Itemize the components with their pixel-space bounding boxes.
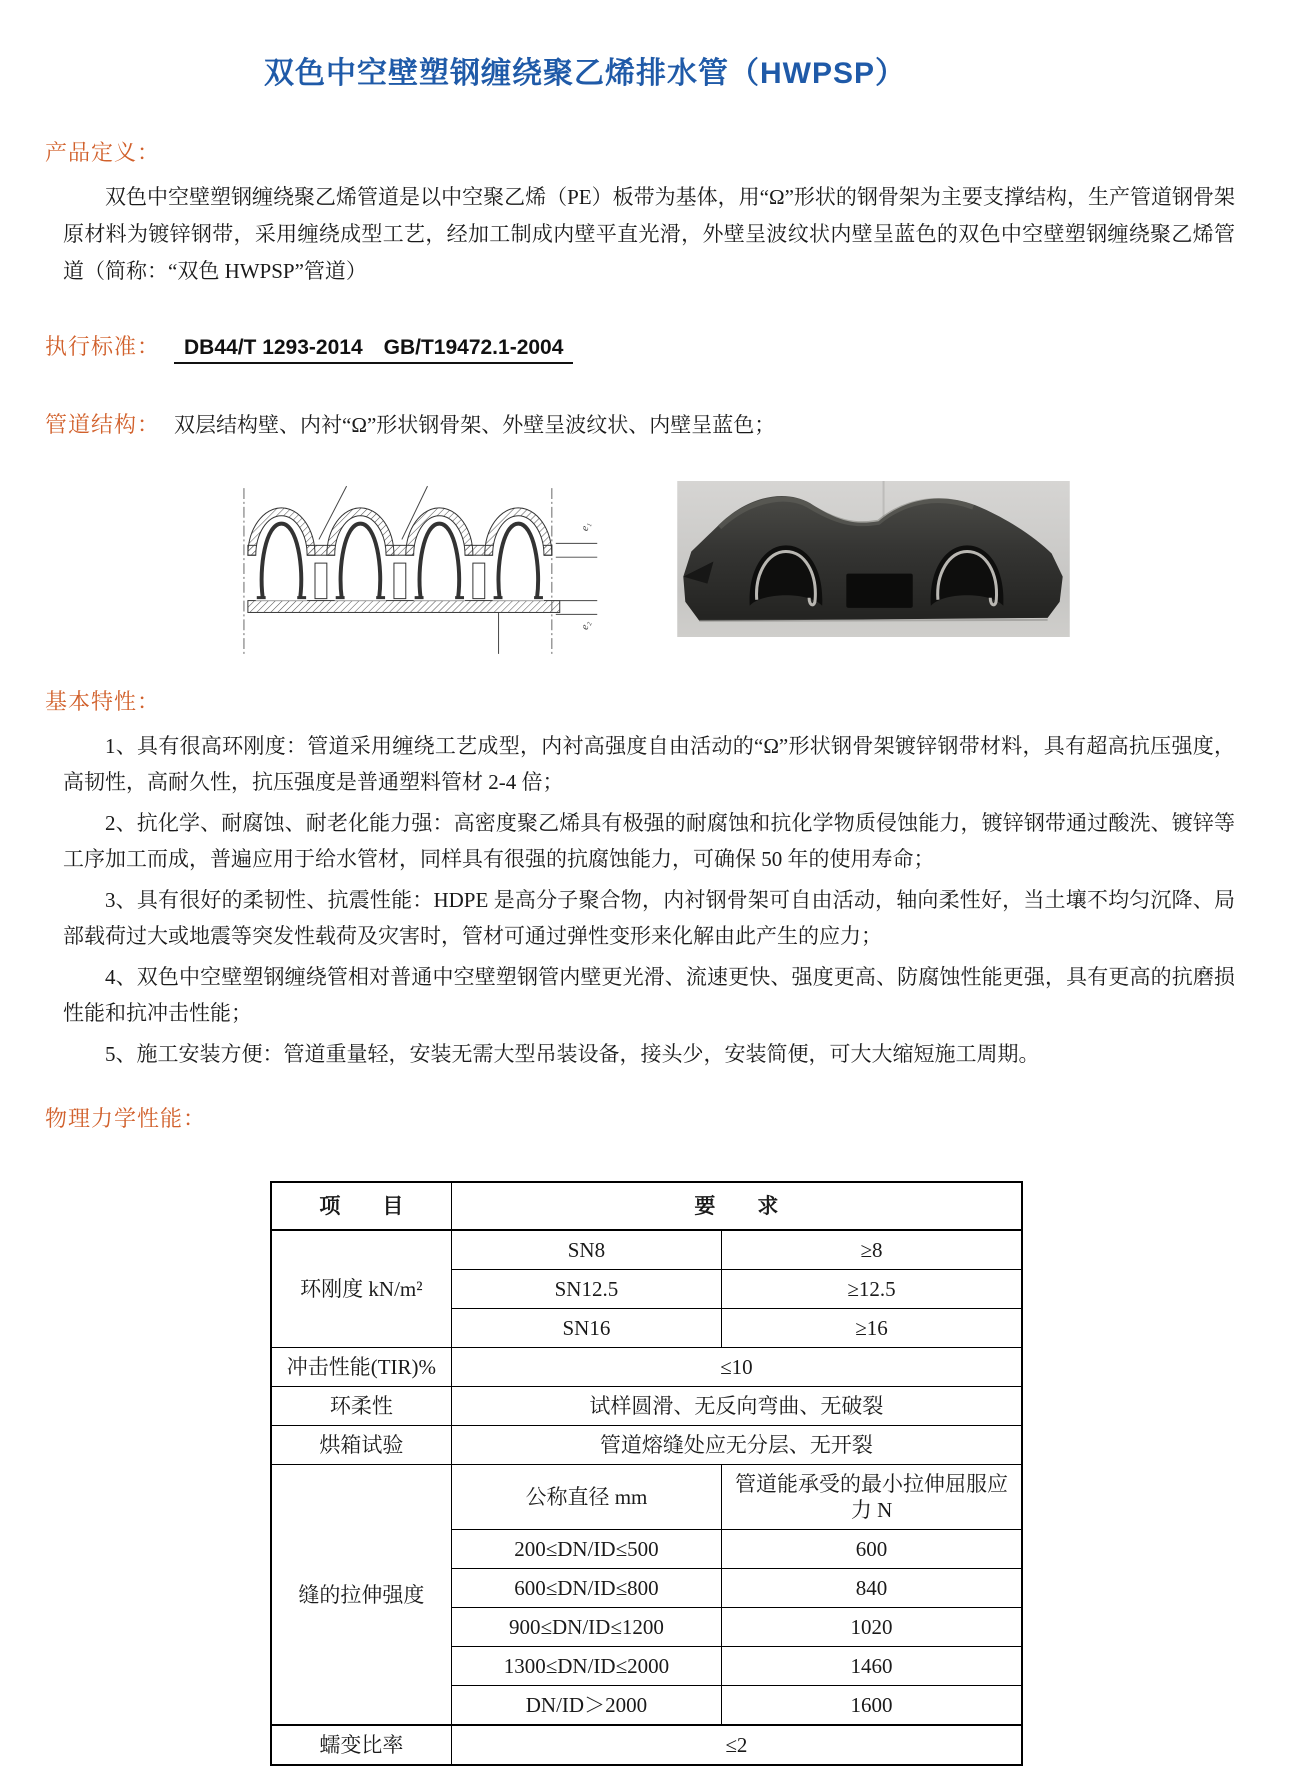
cell-seam-tensile-label: 缝的拉伸强度	[271, 1465, 451, 1726]
pipe-cross-section-drawing	[240, 481, 615, 661]
physical-properties-table	[270, 1181, 1023, 1766]
dimension-ticks	[556, 543, 597, 614]
cell-impact-label: 冲击性能(TIR)%	[271, 1348, 451, 1387]
standard-heading: 执行标准：	[45, 334, 161, 359]
dim-label-e2: e₂	[578, 619, 593, 631]
table-cell: 840	[722, 1569, 1022, 1608]
feature-item-5: 5、施工安装方便：管道重量轻，安装无需大型吊装设备，接头少，安装简便，可大大缩短施工周期。	[105, 1042, 1040, 1066]
pipe-cross-section-photo	[677, 481, 1070, 637]
structure-heading: 管道结构：	[45, 412, 161, 437]
cell-ring-flex-label: 环柔性	[271, 1387, 451, 1426]
definition-body: 双色中空壁塑钢缠绕聚乙烯管道是以中空聚乙烯（PE）板带为基体，用“Ω”形状的钢骨架为主要支撑结构，生产管道钢骨架原材料为镀锌钢带，采用缠绕成型工艺，经加工制成内壁平直光滑，外壁呈波纹状内壁呈蓝色的双色中空壁塑钢缠绕聚乙烯管道（简称：“双色 HWPSP”管道）	[63, 185, 1235, 283]
section-standard	[45, 330, 1245, 364]
table-cell: ≤10	[451, 1348, 1022, 1387]
center-hollow	[846, 574, 912, 608]
physical-heading: 物理力学性能：	[45, 1106, 207, 1131]
cell-ring-stiffness-label: 环刚度 kN/m²	[271, 1230, 451, 1348]
table-cell: 管道能承受的最小拉伸屈服应力 N	[722, 1465, 1022, 1530]
table-row	[271, 1348, 1022, 1387]
page-title: 双色中空壁塑钢缠绕聚乙烯排水管（HWPSP）	[263, 57, 906, 90]
table-cell: ≥8	[722, 1230, 1022, 1270]
table-cell: 600≤DN/ID≤800	[451, 1569, 721, 1608]
feature-item-1: 1、具有很高环刚度：管道采用缠绕工艺成型，内衬高强度自由活动的“Ω”形状钢骨架镀锌钢带材料，具有超高抗压强度，高韧性，高耐久性，抗压强度是普通塑料管材 2-4 倍；	[63, 734, 1235, 794]
cell-oven-test-label: 烘箱试验	[271, 1426, 451, 1465]
feature-item-3: 3、具有很好的柔韧性、抗震性能：HDPE 是高分子聚合物，内衬钢骨架可自由活动，轴向柔性好，当土壤不均匀沉降、局部载荷过大或地震等突发性载荷及灾害时，管材可通过弹性变形来化解由此产生的应力；	[63, 888, 1235, 948]
feature-item-4: 4、双色中空壁塑钢缠绕管相对普通中空壁塑钢管内壁更光滑、流速更快、强度更高、防腐蚀性能更强，具有更高的抗磨损性能和抗冲击性能；	[63, 965, 1235, 1025]
table-cell: SN12.5	[451, 1270, 721, 1309]
standard-value: DB44/T 1293-2014 GB/T19472.1-2004	[174, 331, 573, 364]
table-cell: 600	[722, 1530, 1022, 1569]
table-cell: 管道熔缝处应无分层、无开裂	[451, 1426, 1022, 1465]
feature-item-2: 2、抗化学、耐腐蚀、耐老化能力强：高密度聚乙烯具有极强的耐腐蚀和抗化学物质侵蚀能力，镀锌钢带通过酸洗、镀锌等工序加工而成，普遍应用于给水管材，同样具有很强的抗腐蚀能力，可确保 50 年的使用寿命；	[63, 811, 1235, 871]
table-cell: SN16	[451, 1309, 721, 1348]
structure-value: 双层结构壁、内衬“Ω”形状钢骨架、外壁呈波纹状、内壁呈蓝色；	[174, 413, 776, 437]
document-page	[0, 48, 1300, 1770]
table-row	[271, 1725, 1022, 1765]
table-cell: 1020	[722, 1608, 1022, 1647]
table-cell: 1600	[722, 1686, 1022, 1726]
contact-shadow	[699, 620, 1047, 621]
table-cell: ≥16	[722, 1309, 1022, 1348]
features-heading: 基本特性：	[45, 689, 161, 714]
table-row	[271, 1465, 1022, 1530]
table-row	[271, 1230, 1022, 1270]
inner-wall-slab	[248, 601, 560, 613]
table-cell: 900≤DN/ID≤1200	[451, 1608, 721, 1647]
section-features	[45, 685, 1245, 1072]
figures-row	[240, 481, 1245, 661]
section-definition	[45, 136, 1245, 290]
table-row	[271, 1387, 1022, 1426]
features-list	[45, 728, 1245, 1072]
table-cell: 试样圆滑、无反向弯曲、无破裂	[451, 1387, 1022, 1426]
table-header-row	[271, 1182, 1022, 1230]
table-cell: ≥12.5	[722, 1270, 1022, 1309]
cell-creep-label: 蠕变比率	[271, 1725, 451, 1765]
table-cell: 200≤DN/ID≤500	[451, 1530, 721, 1569]
section-physical	[45, 1102, 1245, 1133]
table-row	[271, 1426, 1022, 1465]
table-cell: 公称直径 mm	[451, 1465, 721, 1530]
section-structure	[45, 408, 1245, 439]
table-cell: DN/ID＞2000	[451, 1686, 721, 1726]
dim-label-e1: e₁	[578, 520, 593, 533]
header-cell-requirement: 要 求	[451, 1182, 1022, 1230]
table-cell: 1300≤DN/ID≤2000	[451, 1647, 721, 1686]
header-cell-item: 项 目	[271, 1182, 451, 1230]
table-cell: 1460	[722, 1647, 1022, 1686]
definition-heading: 产品定义：	[45, 140, 161, 165]
table-cell: ≤2	[451, 1725, 1022, 1765]
table-cell: SN8	[451, 1230, 721, 1270]
